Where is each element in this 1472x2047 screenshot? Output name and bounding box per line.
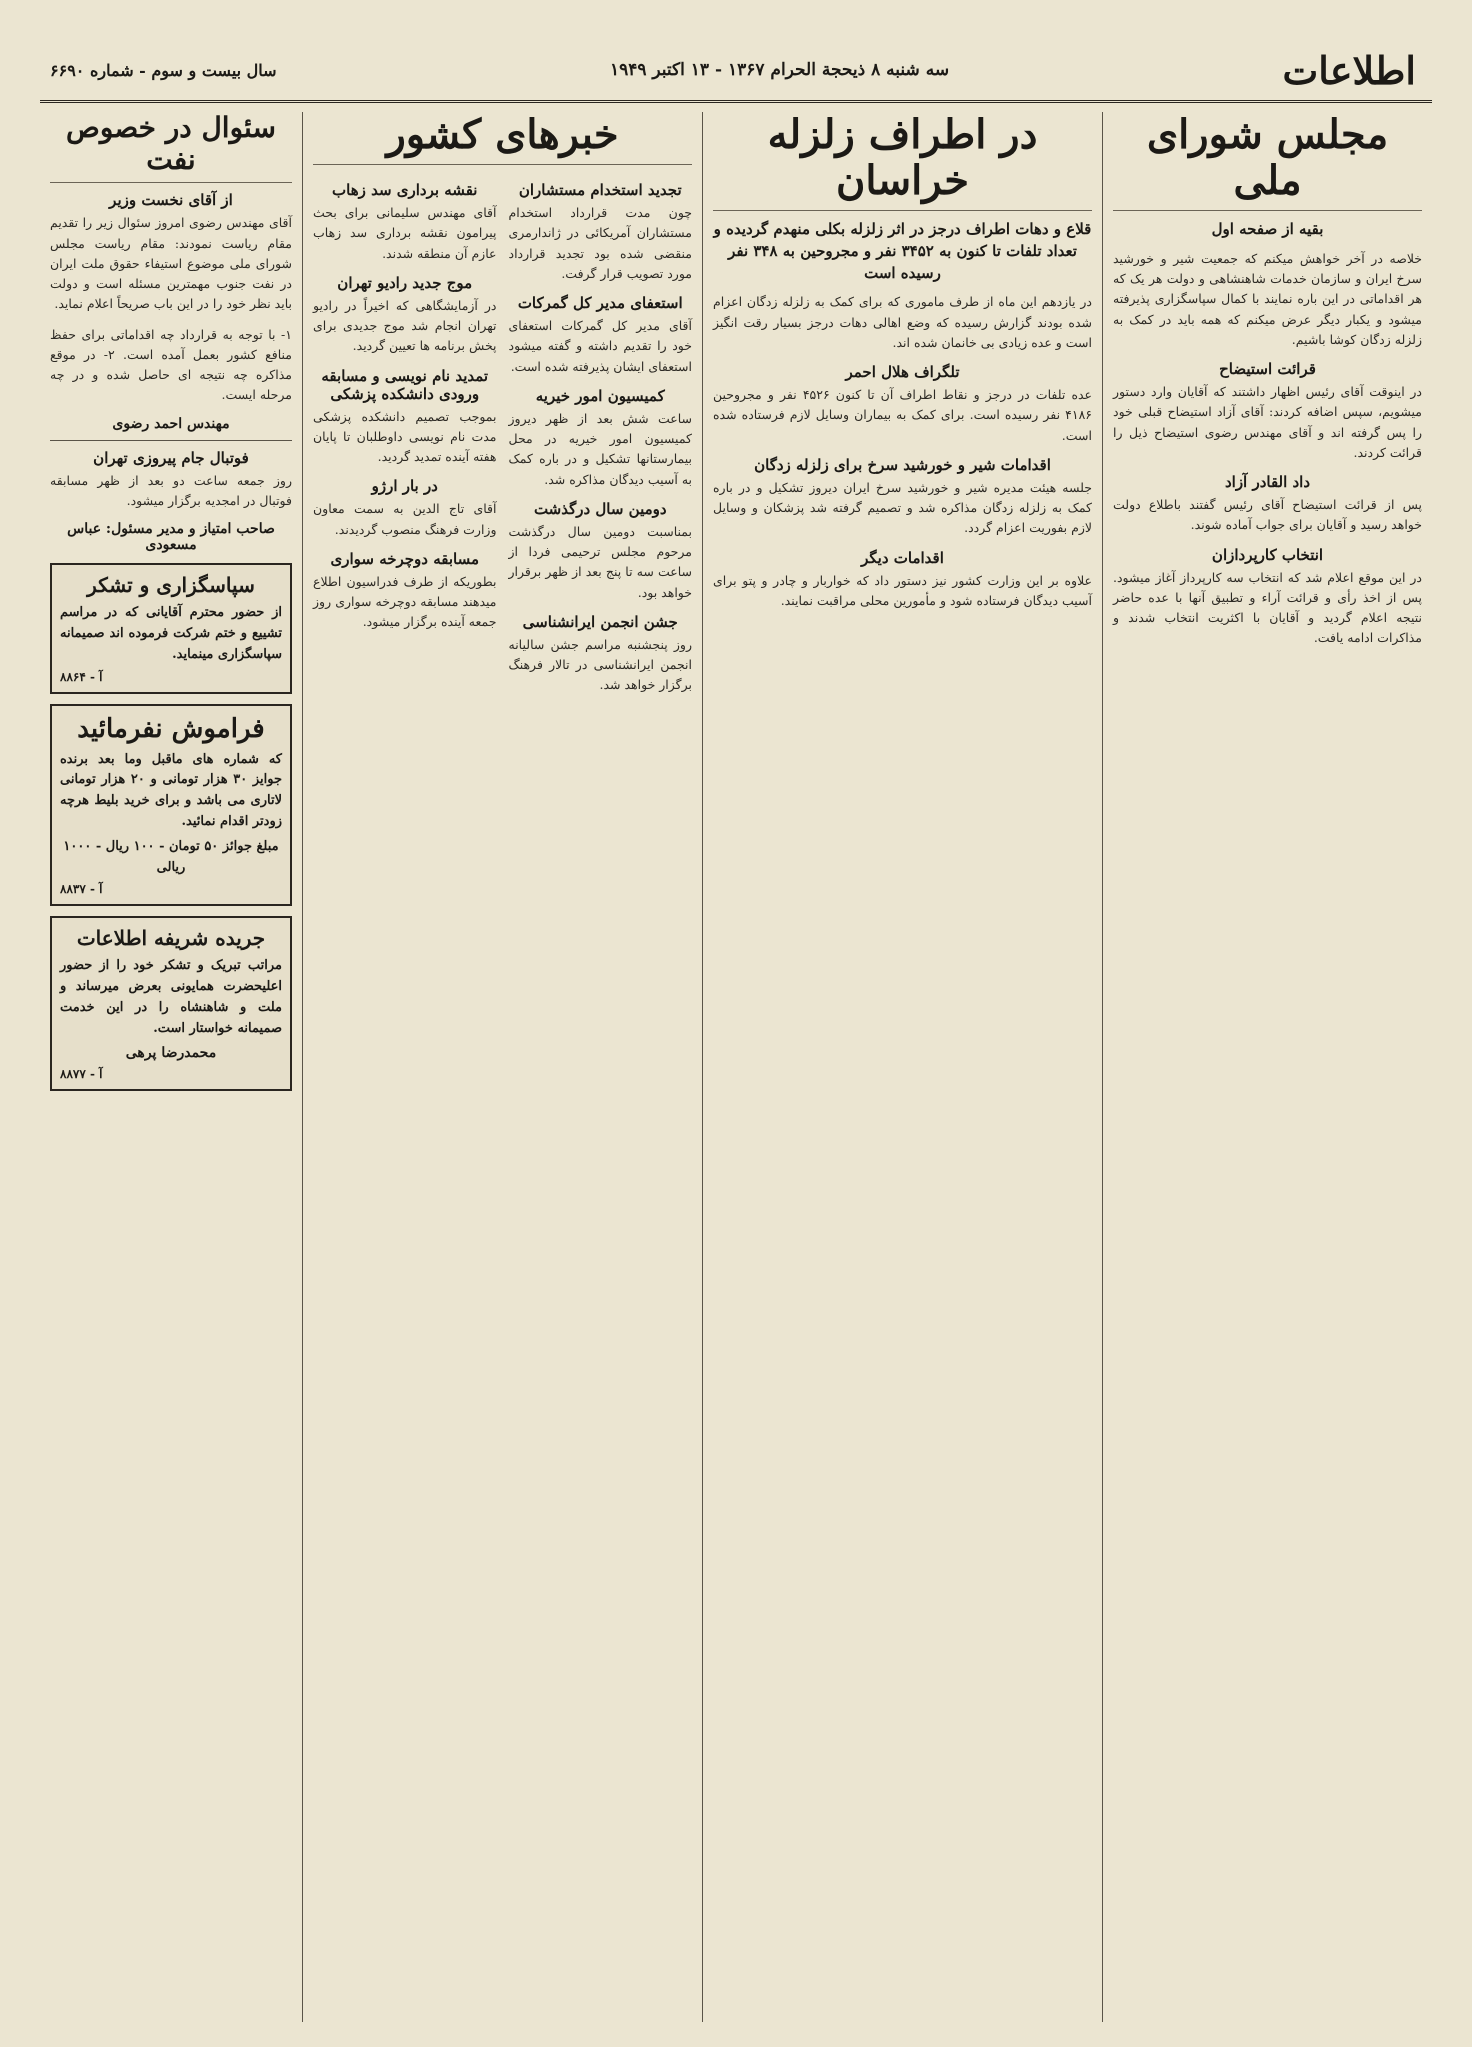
ad-thanks <box>50 563 292 693</box>
country-news-right <box>509 173 693 706</box>
news-paragraph: در آزمایشگاهی که اخیراً در رادیو تهران انجام شد موج جدیدی برای پخش برنامه ها تعیین گردید. <box>313 297 497 354</box>
ad-newspaper-code: آ - ۸۸۷۷ <box>60 1067 103 1082</box>
page-header <box>40 40 1432 103</box>
dateline: سه شنبه ۸ ذیحجة الحرام ۱۳۶۷ - ۱۳ اکتبر ۱۹۴۹ <box>609 60 950 80</box>
news-subhead: تمدید نام نویسی و مسابقه ورودی دانشکده پزشکی <box>321 366 489 403</box>
ad-thanks-title: سپاسگزاری و تشکر <box>87 573 255 598</box>
ad-thanks-text: از حضور محترم آقایانی که در مراسم تشییع و ختم شرکت فرموده اند صمیمانه سپاسگزاری مینماید. <box>60 605 282 662</box>
news-paragraph: آقای تاج الدین به سمت معاون وزارت فرهنگ منصوب گردیدند. <box>313 501 497 537</box>
majlis-paragraph: در این موقع اعلام شد که انتخاب سه کارپرداز آغاز میشود. پس از اخذ رأی و قرائت آراء و تطبیق آنها با عده حاضر نتیجه اعلام گردید و آقایان با اکثریت انتخاب شدند و مذاکرات ادامه یافت. <box>1113 569 1422 646</box>
majlis-paragraph: خلاصه در آخر خواهش میکنم که جمعیت شیر و خورشید سرخ ایران و سازمان خدمات شاهنشاهی و دولت هر یک که هر اقداماتی در این باره نمایند با کمال سپاسگزاری پذیرفته میشود و یکبار دیگر عرض میکنم که همه باید در کمک به زلزله زدگان کوشا باشیم. <box>1113 250 1422 347</box>
news-paragraph: آقای مهندس سلیمانی برای بحث پیرامون نقشه برداری سد زهاب عازم آن منطقه شدند. <box>313 205 497 261</box>
news-subhead: مسابقه دوچرخه سواری <box>330 549 479 568</box>
oil-question-subhead: از آقای نخست وزیر <box>109 191 233 210</box>
column-majlis <box>1102 112 1432 2022</box>
ad-lottery-code: آ - ۸۸۳۷ <box>60 882 103 897</box>
earthquake-paragraph: جلسه هیئت مدیره شیر و خورشید سرخ ایران دیروز تشکیل و در باره کمک به زلزله زدگان مذاکره شد و تصمیم گرفته شد پزشکان و وسایل لازم بفوریت اعزام گردد. <box>713 479 1092 536</box>
oil-question-headline: سئوال در خصوص نفت <box>50 112 292 183</box>
country-news-left <box>313 173 497 706</box>
ad-newspaper-text: مراتب تبریک و تشکر خود را از حضور اعلیحضرت همایونی بعرض میرساند و ملت و شاهنشاه را در این خدمت صمیمانه خواستار است. <box>60 958 282 1036</box>
oil-question-paragraph: آقای مهندس رضوی امروز سئوال زیر را تقدیم مقام ریاست نمودند: مقام ریاست مجلس شورای ملی موضوع استیفاء حقوق ملت ایران در نفت جنوب مهمترین مسئله است و دولت باید نظر خود را در این باب صریحاً اعلام نماید. <box>50 215 292 312</box>
ad-newspaper-signature: محمدرضا پرهی <box>125 1045 217 1062</box>
news-subhead: نقشه برداری سد زهاب <box>332 181 478 199</box>
majlis-subhead: قرائت استیضاح <box>1219 360 1316 378</box>
earthquake-paragraph: علاوه بر این وزارت کشور نیز دستور داد که خواربار و چادر و پتو برای آسیب دیدگان فرستاده شود و مأمورین محلی مراقبت نمایند. <box>713 572 1092 608</box>
majlis-subhead: انتخاب کارپردازان <box>1211 545 1324 564</box>
column-country-news <box>302 112 702 2022</box>
news-subhead: تجدید استخدام مستشاران <box>518 181 682 199</box>
news-subhead: در بار ارژو <box>371 477 438 496</box>
masthead-logo: اطلاعات <box>1282 47 1416 93</box>
news-subhead: جشن انجمن ایرانشناسی <box>522 612 678 631</box>
publisher-line: صاحب امتیاز و مدیر مسئول: عباس مسعودی <box>67 521 275 554</box>
football-subhead: فوتبال جام پیروزی تهران <box>93 448 249 467</box>
majlis-paragraph: در اینوقت آقای رئیس اظهار داشتند که آقایان وارد دستور میشویم، سپس اضافه کردند: آقای آزاد استیضاح قبلی خود را پس گرفته اند و آقای مهندس رضوی استیضاح ذیل را قرائت کردند. <box>1113 384 1422 460</box>
earthquake-subhead: تلگراف هلال احمر <box>845 363 960 381</box>
news-subhead: موج جدید رادیو تهران <box>337 273 473 292</box>
earthquake-paragraph: عده تلفات در درجز و نقاط اطراف آن تا کنون ۴۵۲۶ نفر و مجروحین ۴۱۸۶ نفر رسیده است. برای کمک به بیماران وسایل لازم فرستاده شده است. <box>713 387 1093 443</box>
ad-lottery-text: که شماره های ماقبل وما بعد برنده جوایز ۳۰ هزار تومانی و ۲۰ هزار تومانی لاتاری می باشد و برای خرید بلیط هرچه زودتر اقدام نمائید. <box>60 751 282 829</box>
ad-lottery-prize: مبلغ جوائز ۵۰ تومان - ۱۰۰ ریال - ۱۰۰۰ ریالی <box>63 838 279 875</box>
oil-question-paragraph: ۱- با توجه به قرارداد چه اقداماتی برای حفظ منافع کشور بعمل آمده است. ۲- در موقع مذاکره چه نتیجه ای حاصل شده و در چه مرحله ایست. <box>50 326 293 403</box>
news-paragraph: بموجب تصمیم دانشکده پزشکی مدت نام نویسی داوطلبان تا پایان هفته آینده تمدید گردید. <box>313 408 497 464</box>
column-earthquake <box>702 112 1102 2022</box>
ad-newspaper <box>50 916 292 1091</box>
majlis-paragraph: پس از قرائت استیضاح آقای رئیس گفتند باطلاع دولت خواهد رسید و آقایان برای جواب آماده شوند. <box>1113 497 1422 533</box>
country-news-subcolumns <box>313 173 692 706</box>
issue-number: سال بیست و سوم - شماره ۶۶۹۰ <box>50 60 277 80</box>
news-paragraph: چون مدت قرارداد استخدام مستشاران آمریکائی در ژاندارمری منقضی شده بود تجدید قرارداد مورد تصویب قرار گرفت. <box>508 205 692 281</box>
news-paragraph: روز پنجشنبه مراسم جشن سالیانه انجمن ایرانشناسی در تالار فرهنگ برگزار خواهد شد. <box>508 636 692 693</box>
ad-lottery <box>50 704 292 907</box>
majlis-subhead: داد القادر آزاد <box>1224 473 1311 491</box>
earthquake-subhead: اقدامات دیگر <box>861 548 944 567</box>
news-subhead: استعفای مدیر کل گمرکات <box>517 294 683 312</box>
news-paragraph: بطوریکه از طرف فدراسیون اطلاع میدهند مسابقه دوچرخه سواری روز جمعه آینده برگزار میشود. <box>313 573 497 630</box>
news-subhead: دومین سال درگذشت <box>533 499 667 518</box>
majlis-continuation: بقیه از صفحه اول <box>1211 220 1324 238</box>
ad-thanks-code: آ - ۸۸۶۴ <box>60 669 103 684</box>
majlis-headline: مجلس شورای ملی <box>1113 112 1422 211</box>
ad-newspaper-title: جریده شریفه اطلاعات <box>76 926 266 951</box>
earthquake-paragraph: در یازدهم این ماه از طرف ماموری که برای کمک به زلزله زدگان اعزام شده بودند گزارش رسیده که وضع اهالی دهات درجز بسیار رقت انگیز است و عده زیادی بی خانمان شده اند. <box>713 294 1092 350</box>
column-oil-question <box>40 112 302 2022</box>
ad-lottery-title: فراموش نفرمائید <box>77 713 265 744</box>
news-paragraph: آقای مدیر کل گمرکات استعفای خود را تقدیم داشته و گفته میشود استعفای ایشان پذیرفته شده است. <box>508 318 692 374</box>
oil-question-signature: مهندس احمد رضوی <box>112 415 230 432</box>
earthquake-subheadline: قلاع و دهات اطراف درجز در اثر زلزله بکلی منهدم گردیده و تعداد تلفات تا کنون به ۳۴۵۲ نفر و مجروحین به ۳۴۸ نفر رسیده است <box>713 220 1092 282</box>
country-news-headline: خبرهای کشور <box>313 112 692 165</box>
earthquake-headline: در اطراف زلزله خراسان <box>713 112 1092 211</box>
news-paragraph: بمناسبت دومین سال درگذشت مرحوم مجلس ترحیمی فردا از ساعت سه تا پنج بعد از ظهر برقرار خواهد بود. <box>508 523 692 600</box>
divider <box>50 440 292 441</box>
football-paragraph: روز جمعه ساعت دو بعد از ظهر مسابقه فوتبال در امجدیه برگزار میشود. <box>50 472 292 508</box>
news-subhead: کمیسیون امور خیریه <box>535 386 665 405</box>
earthquake-subhead: اقدامات شیر و خورشید سرخ برای زلزله زدگان <box>754 455 1051 474</box>
news-paragraph: ساعت شش بعد از ظهر دیروز کمیسیون امور خیریه در محل بیمارستانها تشکیل و در باره کمک به آسیب دیدگان مذاکره شد. <box>508 410 692 487</box>
